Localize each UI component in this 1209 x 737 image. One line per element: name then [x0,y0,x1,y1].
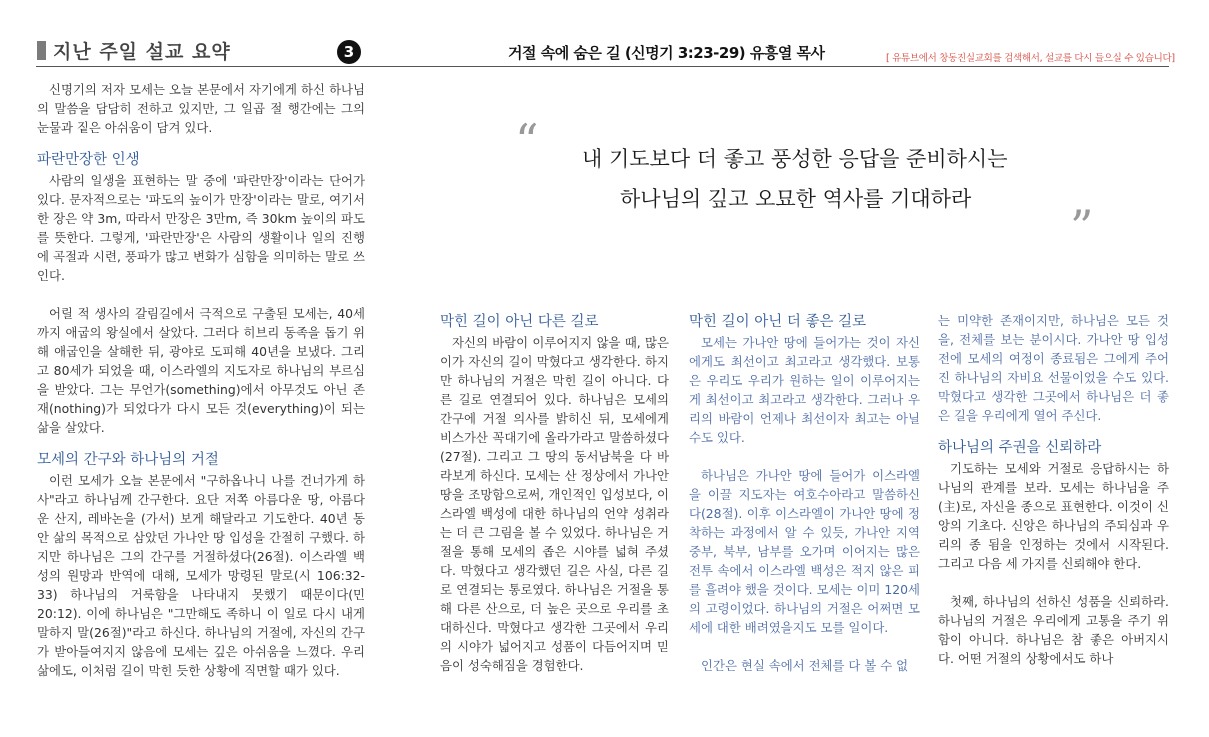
column-4 [938,311,1169,668]
paragraph-trust-sovereignty: 기도하는 모세와 거절로 응답하시는 하나님의 관계를 보라. 모세는 하나님을 주(主)로, 자신을 종으로 표현한다. 이것이 신앙의 기초다. 신앙은 하나님의 주되심과 우리의 종 됨을 인정하는 것에서 시작된다. 그리고 다음 세 가지를 신뢰해야 한다. [938,461,1169,571]
heading-another-path: 막힌 길이 아닌 다른 길로 [440,314,599,330]
quote-close-mark: ” [1070,200,1094,254]
section-title: 지난 주일 설교 요약 [53,41,231,63]
sermon-title: 거절 속에 숨은 길 (신명기 3:23-29) 유흥열 목사 [508,44,825,62]
heading-trust-sovereignty: 하나님의 주권을 신뢰하라 [938,440,1102,456]
heading-turbulent-life: 파란만장한 인생 [37,152,140,168]
heading-moses-plea: 모세의 간구와 하나님의 거절 [37,452,219,468]
header-bar-icon [37,41,46,60]
paragraph-better-path-2: 하나님은 가나안 땅에 들어가 이스라엘을 이끌 지도자는 여호수아라고 말씀하신다(28절). 이후 이스라엘이 가나안 땅에 정착하는 과정에서 알 수 있듯, 가나안 지역 중부, 북부, 남부를 오가며 이어지는 많은 전투 속에서 이스라엘 백성은 적지 않은 피를 흘려야 했을 것이다. 모세는 이미 120세의 고령이었다. 하나님의 거절은 어쩌면 모세에 대한 배려였을지도 모를 일이다. [689,468,920,635]
quote-line-1: 내 기도보다 더 좋고 풍성한 응답을 준비하시는 [582,147,1008,171]
intro-paragraph: 신명기의 저자 모세는 오늘 본문에서 자기에게 하신 하나님의 말씀을 담담히 전하고 있지만, 그 일곱 절 행간에는 그의 눈물과 짙은 아쉬움이 담겨 있다. [37,82,365,135]
heading-better-path: 막힌 길이 아닌 더 좋은 길로 [689,314,867,330]
paragraph-turbulent-life: 사람의 일생을 표현하는 말 중에 '파란만장'이라는 단어가 있다. 문자적으로는 '파도의 높이가 만장'이라는 말로, 여기서 한 장은 약 3m, 따라서 만장은 3만m, 즉 30km 높이의 파도를 뜻한다. 그렇게, '파란만장'은 사람의 생활이나 일의 진행에 곡절과 시련, 풍파가 많고 변화가 심함을 의미하는 말로 쓰인다. [37,173,365,283]
paragraph-another-path: 자신의 바람이 이루어지지 않을 때, 많은 이가 자신의 길이 막혔다고 생각한다. 하지만 하나님의 거절은 막힌 길이 아니다. 다른 길로 연결되어 있다. 하나님은 모세의 간구에 거절 의사를 밝히신 뒤, 모세에게 비스가산 꼭대기에 올라가라고 말씀하셨다(27절). 그리고 그 땅의 동서남북을 다 바라보게 하신다. 모세는 산 정상에서 가나안 땅을 조망함으로써, 개인적인 입성보다, 이스라엘 백성에 대한 하나님의 언약 성취라는 더 큰 그림을 볼 수 있었다. 하나님은 거절을 통해 모세의 좁은 시야를 넓혀 주셨다. 막혔다고 생각했던 길은 사실, 다른 길로 연결되는 통로였다. 하나님은 거절을 통해 다른 산으로, 더 높은 곳으로 우리를 초대하신다. 막혔다고 생각한 그곳에서 우리의 시야가 넓어지고 성품이 다듬어지며 믿음이 성숙해짐을 경험한다. [440,335,669,673]
header-divider [36,66,1169,67]
page-number-badge: 3 [337,40,361,64]
paragraph-continued: 는 미약한 존재이지만, 하나님은 모든 것을, 전체를 보는 분이시다. 가나안 땅 입성 전에 모세의 여정이 종료됨은 그에게 주어진 하나님의 자비요 선물이었을 수도 있다. 막혔다고 생각한 그곳에서 하나님은 더 좋은 길을 우리에게 열어 주신다. [938,313,1169,423]
column-1 [37,80,365,680]
quote-open-mark: “ [515,114,539,168]
paragraph-moses-life: 어릴 적 생사의 갈림길에서 극적으로 구출된 모세는, 40세까지 애굽의 왕실에서 살았다. 그러다 히브리 동족을 돕기 위해 애굽인을 살해한 뒤, 광야로 도피해 40년을 보냈다. 그리고 80세가 되었을 때, 이스라엘의 지도자로 하나님의 부르심을 받았다. 그는 무언가(something)에서 아무것도 아닌 존재(nothing)가 되었다가 다시 모든 것(everything)이 되는 삶을 살았다. [37,306,365,435]
paragraph-better-path-1: 모세는 가나안 땅에 들어가는 것이 자신에게도 최선이고 최고라고 생각했다. 보통은 우리도 우리가 원하는 일이 이루어지는 게 최선이고 최고라고 생각한다. 그러나 우리의 바람이 언제나 최선이자 최고는 아닐 수도 있다. [689,335,920,445]
paragraph-moses-plea: 이런 모세가 오늘 본문에서 "구하옵나니 나를 건너가게 하사"라고 하나님께 간구한다. 요단 저쪽 아름다운 땅, 아름다운 산지, 레바논을 (가서) 보게 해달라고 기도한다. 40년 동안 삶의 목적으로 삼았던 가나안 땅 입성을 간절히 구했다. 하지만 하나님은 그의 간구를 거절하셨다(26절). 이스라엘 백성의 원망과 반역에 대해, 모세가 망령된 말로(시 106:32-33) 하나님의 거룩함을 나타내지 못했기 때문이다(민 20:12). 이에 하나님은 "그만해도 족하니 이 일로 다시 내게 말하지 말(26절)"라고 하신다. 하나님의 거절에, 자신의 간구가 받아들여지지 않음에 모세는 깊은 아쉬움을 느꼈다. 우리 삶에도, 이처럼 길이 막힌 듯한 상황에 직면할 때가 있다. [37,473,365,678]
column-2 [440,311,669,675]
paragraph-better-path-3: 인간은 현실 속에서 전체를 다 볼 수 없 [701,658,909,673]
quote-line-2: 하나님의 깊고 오묘한 역사를 기대하라 [620,187,972,211]
paragraph-first-trust: 첫째, 하나님의 선하신 성품을 신뢰하라. 하나님의 거절은 우리에게 고통을 주기 위함이 아니다. 하나님은 참 좋은 아버지시다. 어떤 거절의 상황에서도 하나 [938,594,1169,666]
column-3 [689,311,920,675]
youtube-notice: [ 유튜브에서 창동진실교회를 검색해서, 설교를 다시 들으실 수 있습니다] [886,53,1175,64]
